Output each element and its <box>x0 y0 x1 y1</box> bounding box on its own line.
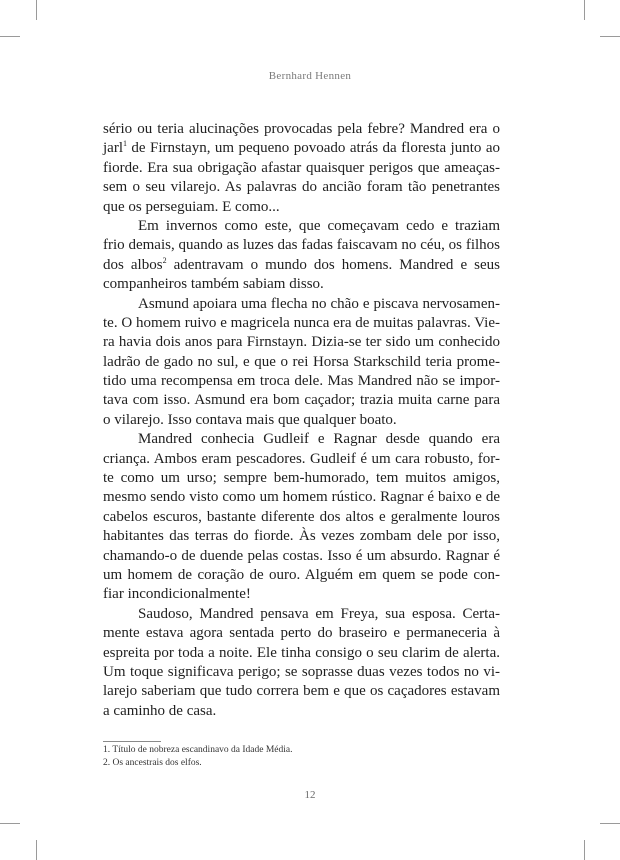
text-run: de Firnstayn, um pequeno povoado atrás da floresta junto ao <box>127 140 500 157</box>
text-run: dos albos <box>103 256 163 273</box>
text-line: larejo saberiam que tudo correra bem e que os caçadores estavam <box>103 683 500 700</box>
text-line: um homem de coração de ouro. Alguém em quem se pode con- <box>103 566 500 583</box>
text-line: Um toque significava perigo; se soprasse duas vezes todos no vi- <box>103 663 500 680</box>
crop-mark-top-right <box>584 0 585 20</box>
footnote-rule <box>103 741 161 742</box>
text-line: frio demais, quando as luzes das fadas faiscavam no céu, os filhos <box>103 237 500 254</box>
text-line: ladrão de gado no sul, e que o rei Horsa Starkschild teria prome- <box>103 353 500 370</box>
text-line: o vilarejo. Isso contava mais que qualquer boato. <box>103 411 397 428</box>
text-line: criança. Ambos eram pescadores. Gudleif é um cara robusto, for- <box>103 450 500 467</box>
text-line: te. O homem ruivo e magricela nunca era de muitas palavras. Vie- <box>103 314 500 331</box>
crop-mark-left-bottom <box>0 823 20 824</box>
text-line: tido uma recompensa em troca dele. Mas Mandred não se impor- <box>103 373 500 390</box>
text-line: te como um urso; sempre bem-humorado, tem muitos amigos, <box>103 470 500 487</box>
footnote-1: 1. Título de nobreza escandinavo da Idade Média. <box>103 745 293 755</box>
crop-mark-right-bottom <box>600 823 620 824</box>
text-line: Em invernos como este, que começavam cedo e traziam <box>138 217 500 234</box>
body-text <box>103 120 500 721</box>
text-line: Saudoso, Mandred pensava em Freya, sua esposa. Certa- <box>138 605 500 622</box>
text-line: tava com isso. Asmund era bom caçador; trazia muita carne para <box>103 392 500 409</box>
text-line: mesmo sendo visto como um homem rústico. Ragnar é baixo e de <box>103 489 500 506</box>
text-line: cabelos escuros, bastante diferente dos altos e geralmente louros <box>103 508 500 525</box>
text-line <box>103 139 500 158</box>
crop-mark-left-top <box>0 36 20 37</box>
footnote-ref: 1 <box>123 139 127 149</box>
text-line: sem o seu vilarejo. As palavras do ancião foram tão penetrantes <box>103 179 500 196</box>
text-line: Asmund apoiara uma flecha no chão e piscava nervosamen- <box>138 295 500 312</box>
crop-mark-top-left <box>36 0 37 20</box>
footnote-ref: 2 <box>162 255 167 265</box>
text-line: fiar incondicionalmente! <box>103 586 251 603</box>
text-line: chamando-o de duende pelas costas. Isso é um absurdo. Ragnar é <box>103 547 500 564</box>
running-head: Bernhard Hennen <box>268 70 352 82</box>
text-line: mente estava agora sentada perto do braseiro e permaneceria à <box>103 625 500 642</box>
text-line: que os perseguiam. E como... <box>103 198 280 215</box>
text-line: ra havia dois anos para Firnstayn. Dizia-se ter sido um conhecido <box>103 334 500 351</box>
crop-mark-bottom-right <box>584 840 585 860</box>
page-number: 12 <box>304 789 316 801</box>
text-line: a caminho de casa. <box>103 702 217 719</box>
text-line <box>103 256 500 275</box>
text-line: sério ou teria alucinações provocadas pela febre? Mandred era o <box>103 121 500 137</box>
text-line: Mandred conhecia Gudleif e Ragnar desde quando era <box>138 431 500 448</box>
text-line: espreita por toda a noite. Ele tinha consigo o seu clarim de alerta. <box>103 644 500 661</box>
crop-mark-right-top <box>600 36 620 37</box>
footnote-2: 2. Os ancestrais dos elfos. <box>103 758 202 768</box>
text-line: fiorde. Era sua obrigação afastar quaisquer perigos que ameaças- <box>103 159 500 176</box>
text-line: companheiros também sabiam disso. <box>103 276 324 293</box>
text-run: adentravam o mundo dos homens. Mandred e seus <box>166 256 500 273</box>
footnotes <box>103 744 500 770</box>
text-run: jarl <box>103 140 123 157</box>
text-line: habitantes das terras do fiorde. Às vezes zombam dele por isso, <box>103 528 500 545</box>
crop-mark-bottom-left <box>36 840 37 860</box>
